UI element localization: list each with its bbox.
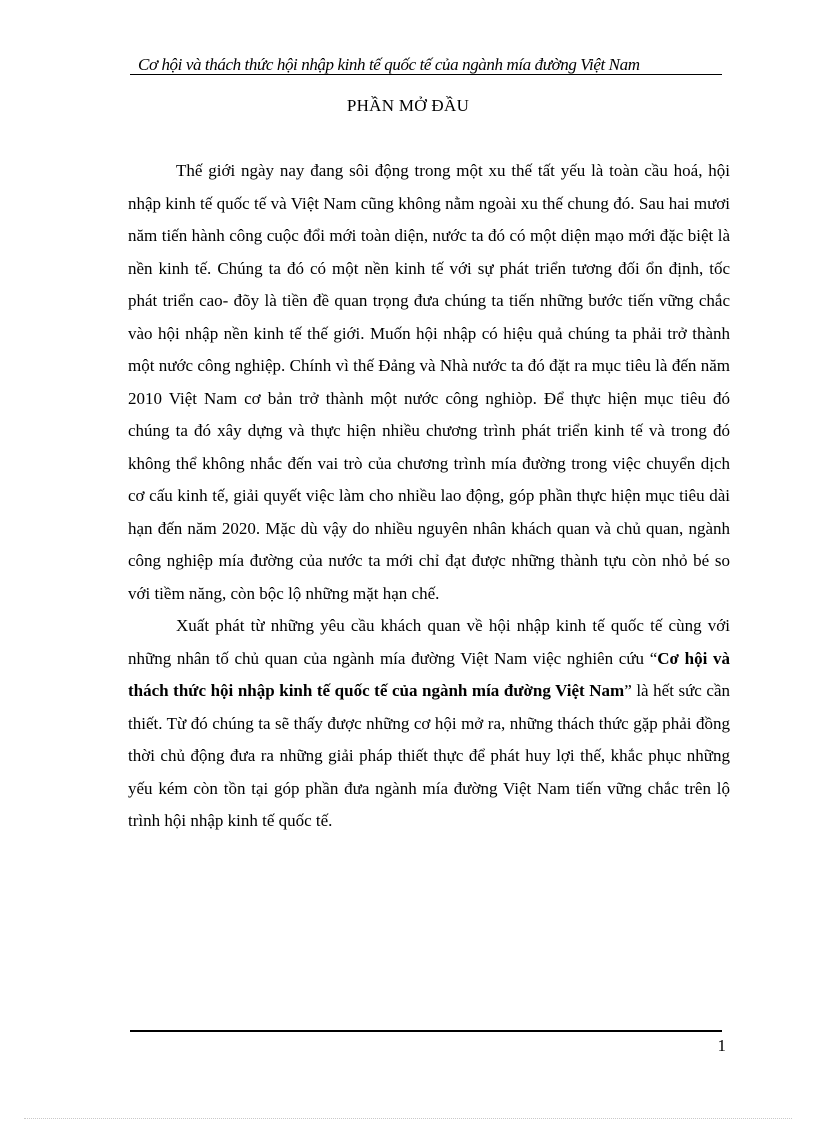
paragraph-2 [128,610,730,838]
header-rule [130,74,722,75]
paragraph-2-intro: Xuất phát từ những yêu cầu khách quan về hội nhập kinh tế quốc tế cùng với những nhân tố chủ quan của ngành mía đường Việt Nam việc nghiên cứu “ [128,616,730,668]
footer-rule [130,1030,722,1032]
page-number: 1 [717,1036,726,1055]
running-header: Cơ hội và thách thức hội nhập kinh tế quốc tế của ngành mía đường Việt Nam [138,55,640,74]
page-edge-divider [24,1118,792,1119]
paragraph-2-conclusion: ” là hết sức cần thiết. Từ đó chúng ta sẽ thấy được những cơ hội mở ra, những thách thức gặp phải đồng thời chủ động đưa ra những giải pháp thiết thực để phát huy lợi thế, khắc phục những yếu kém còn tồn tại góp phần đưa ngành mía đường Việt Nam tiến vững chắc trên lộ trình hội nhập kinh tế quốc tế. [128,681,730,830]
section-title: PHẦN MỞ ĐẦU [346,96,470,115]
paragraph-2-topic-title: Cơ hội và thách thức hội nhập kinh tế quốc tế của ngành mía đường Việt Nam [128,648,731,700]
paragraph-1: Thế giới ngày nay đang sôi động trong một xu thế tất yếu là toàn cầu hoá, hội nhập kinh tế quốc tế và Việt Nam cũng không nằm ngoài xu thế chung đó. Sau hai mươi năm tiến hành công cuộc đổi mới toàn diện, nước ta đó có một diện mạo mới đặc biệt là nền kinh tế. Chúng ta đó có một nền kinh tế với sự phát triển tương đối ổn định, tốc phát triển cao- đõy là tiền đề quan trọng đưa chúng ta tiến những bước tiến vững chắc vào hội nhập nền kinh tế thế giới. Muốn hội nhập có hiệu quả chúng ta phải trở thành một nước công nghiệp. Chính vì thế Đảng và Nhà nước ta đó đặt ra mục tiêu là đến năm 2010 Việt Nam cơ bản trở thành một nước công nghiòp. Để thực hiện mục tiêu đó chúng ta đó xây dựng và thực hiện nhiều chương trình phát triển kinh tế và trong đó không thể không nhắc đến vai trò của chương trình mía đường trong việc chuyển dịch cơ cấu kinh tế, giải quyết việc làm cho nhiều lao động, góp phần thực hiện mục tiêu dài hạn đến năm 2020. Mặc dù vậy do nhiều nguyên nhân khách quan và chủ quan, ngành công nghiệp mía đường của nước ta mới chỉ đạt được những thành tựu còn nhỏ bé so với tiềm năng, còn bộc lộ những mặt hạn chế. [128,161,730,603]
body-text [128,155,730,838]
